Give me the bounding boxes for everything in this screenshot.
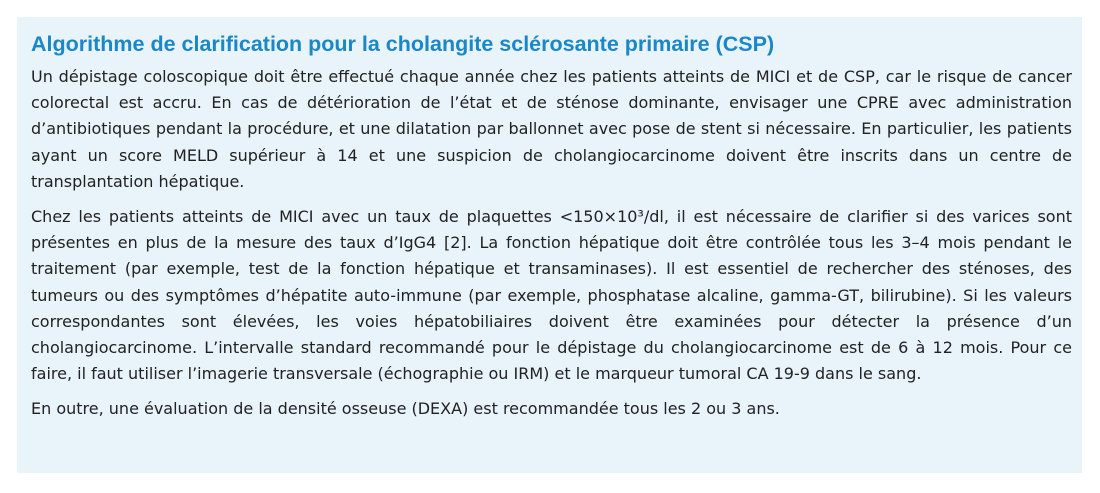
paragraph-bone-density: En outre, une évaluation de la densité osseuse (DEXA) est recommandée tous les 2 ou 3 ans. [31,399,780,419]
paragraph-monitoring: Chez les patients atteints de MICI avec un taux de plaquettes <150×10³/dl, il est nécessaire de clarifier si des varices sont présentes en plus de la mesure des taux d’IgG4 [2]. La fonction hépatique doit être contrôlée tous les 3–4 mois pendant le traitement (par exemple, test de la fonction hépatique et transaminases). Il est essentiel de rechercher des sténoses, des tumeurs ou des symptômes d’hépatite auto-immune (par exemple, phosphatase alcaline, gamma-GT, bilirubine). Si les valeurs correspondantes sont élevées, les voies hépatobiliaires doivent être examinées pour détecter la présence d’un cholangiocarcinome. L’intervalle standard recommandé pour le dépistage du cholangiocarcinome est de 6 à 12 mois. Pour ce faire, il faut utiliser l’imagerie transversale (échographie ou IRM) et le marqueur tumoral CA 19-9 dans le sang. [31,207,1072,384]
paragraph-screening: Un dépistage coloscopique doit être effectué chaque année chez les patients atteints de MICI et de CSP, car le risque de cancer colorectal est accru. En cas de détérioration de l’état et de sténose dominante, envisager une CPRE avec administration d’antibiotiques pendant la procédure, et une dilatation par ballonnet avec pose de stent si nécessaire. En particulier, les patients ayant un score MELD supérieur à 14 et une suspicion de cholangiocarcinome doivent être inscrits dans un centre de transplantation hépatique. [31,67,1072,191]
box-title: Algorithme de clarification pour la cholangite sclérosante primaire (CSP) [31,32,775,56]
info-box [17,17,1082,473]
